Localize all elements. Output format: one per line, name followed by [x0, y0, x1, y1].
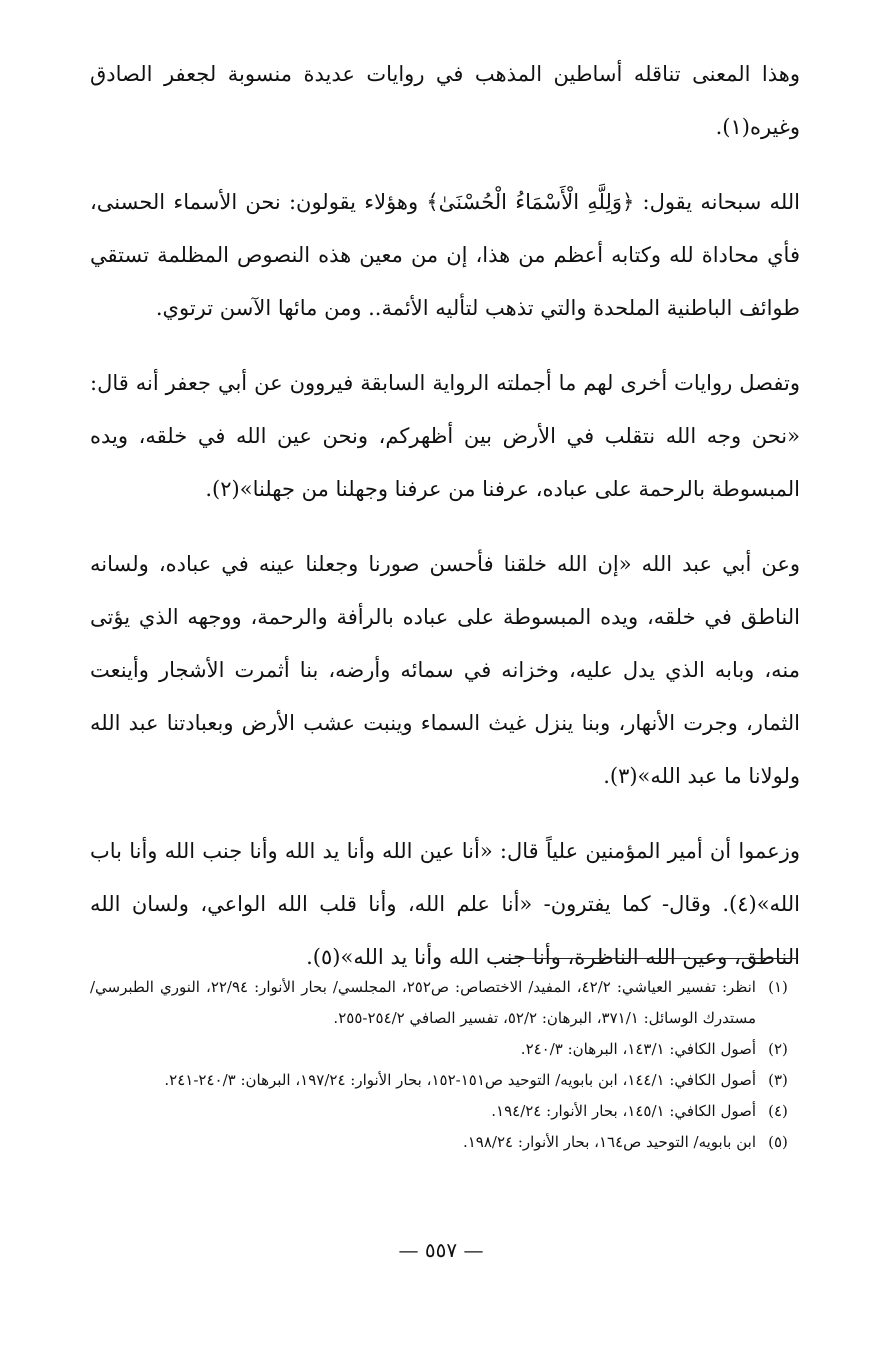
paragraph-2: الله سبحانه يقول: ﴿وَلِلَّهِ الْأَسْمَاءُ الْحُسْنَىٰ﴾ وهؤلاء يقولون: نحن الأسماء الحسنى، فأي محاداة لله وكتابه أعظم من هذا، إن من معين هذه النصوص المظلمة تستقي طوائف الباطنية الملحدة والتي تذهب لتأليه الأئمة.. ومن مائها الآسن ترتوي.: [90, 190, 800, 320]
page-number: — ٥٥٧ —: [398, 1238, 484, 1262]
footnote-text: انظر: تفسير العياشي: ٤٢/٢، المفيد/ الاختصاص: ص٢٥٢، المجلسي/ بحار الأنوار: ٢٢/٩٤، النوري الطبرسي/ مستدرك الوسائل: ٣٧١/١، البرهان: ٥٢/٢، تفسير الصافي ٢٥٤/٢-٢٥٥.: [90, 978, 756, 1027]
footnote-text: أصول الكافي: ١٤٤/١، ابن بابويه/ التوحيد ص١٥١-١٥٢، بحار الأنوار: ١٩٧/٢٤، البرهان: ٢٤٠/٣-٢٤١.: [164, 1071, 756, 1089]
paragraph-3: وتفصل روايات أخرى لهم ما أجملته الرواية السابقة فيروون عن أبي جعفر أنه قال: «نحن وجه الله نتقلب في الأرض بين أظهركم، ونحن عين الله في خلقه، ويده المبسوطة بالرحمة على عباده، عرفنا من عرفنا وجهلنا من جهلنا»(٢).: [90, 371, 800, 501]
footnote-3: [90, 1065, 800, 1096]
paragraph-5: وزعموا أن أمير المؤمنين علياً قال: «أنا عين الله وأنا يد الله وأنا جنب الله وأنا باب الله»(٤). وقال- كما يفترون- «أنا علم الله، وأنا قلب الله الواعي، ولسان الله الناطق، وعين الله الناظرة، وأنا جنب الله وأنا يد الله»(٥).: [90, 839, 800, 969]
footnote-number: (٢): [768, 1040, 788, 1058]
footnote-number: (٣): [768, 1071, 788, 1089]
footnote-number: (٥): [768, 1133, 788, 1151]
footnote-separator: [505, 958, 798, 959]
footnote-number: (٤): [768, 1102, 788, 1120]
footnotes: [90, 972, 800, 1158]
footnote-text: أصول الكافي: ١٤٣/١، البرهان: ٢٤٠/٣.: [520, 1040, 756, 1058]
footnote-4: [90, 1096, 800, 1127]
footnote-2: [90, 1034, 800, 1065]
footnote-5: [90, 1127, 800, 1158]
footnote-number: (١): [768, 978, 788, 996]
footnote-text: أصول الكافي: ١٤٥/١، بحار الأنوار: ١٩٤/٢٤.: [491, 1102, 756, 1120]
paragraph-4: وعن أبي عبد الله «إن الله خلقنا فأحسن صورنا وجعلنا عينه في عباده، ولسانه الناطق في خلقه، ويده المبسوطة على عباده بالرأفة والرحمة، ووجهه الذي يؤتى منه، وبابه الذي يدل عليه، وخزانه في سمائه وأرضه، بنا أثمرت الأشجار وأينعت الثمار، وجرت الأنهار، وبنا ينزل غيث السماء وينبت عشب الأرض وبعبادتنا عبد الله ولولانا ما عبد الله»(٣).: [90, 552, 800, 788]
body-text: [90, 48, 800, 1006]
paragraph-1: وهذا المعنى تناقله أساطين المذهب في روايات عديدة منسوبة لجعفر الصادق وغيره(١).: [90, 62, 800, 139]
footnote-text: ابن بابويه/ التوحيد ص١٦٤، بحار الأنوار: ١٩٨/٢٤.: [462, 1133, 756, 1151]
footnote-1: [90, 972, 800, 1034]
